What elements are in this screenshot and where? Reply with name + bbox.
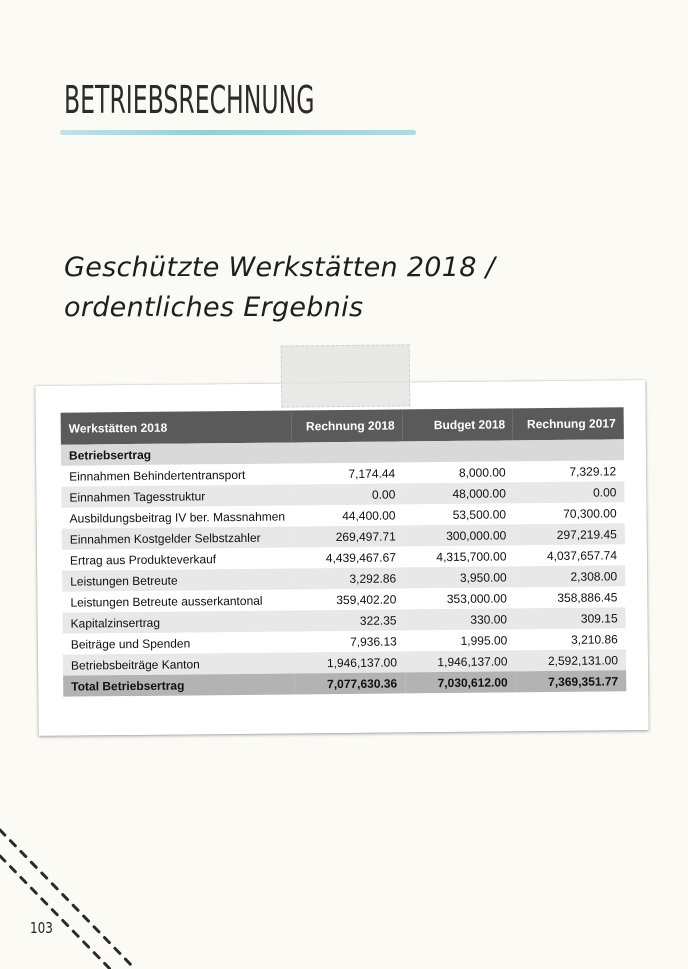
row-label: Einnahmen Tagesstruktur [61,484,293,507]
page-number: 103 [30,919,53,937]
cell-rechnung-2017: 70,300.00 [563,505,617,521]
row-label: Beiträge und Spenden [70,635,191,652]
cell-rechnung-2017: 358,886.45 [557,589,618,605]
cell-rechnung-2017: 7,329.12 [569,463,617,479]
cell-rechnung-2018: 359,402.20 [336,591,397,607]
row-label: Kapitalzinsertrag [63,610,295,633]
cell-rechnung-2017: 0.00 [514,481,625,503]
cell-rechnung-2017: 297,219.45 [514,523,625,545]
total-budget-2018: 7,030,612.00 [405,671,516,693]
cell-budget-2018: 48,000.00 [403,482,514,504]
total-row [63,670,626,696]
total-label: Total Betriebsertrag [63,673,295,696]
column-header: Budget 2018 [403,408,514,441]
row-label: Betriebsbeiträge Kanton [63,652,295,675]
cell-budget-2018: 330.00 [404,608,515,630]
tape-strip [281,344,411,407]
cell-budget-2018: 4,315,700.00 [436,548,507,564]
cell-rechnung-2018: 7,174.44 [348,465,396,481]
cell-budget-2018: 300,000.00 [404,524,515,546]
cell-rechnung-2017: 2,592,131.00 [515,649,626,671]
cell-rechnung-2018: 269,497.71 [293,525,404,547]
row-label: Leistungen Betreute ausserkantonal [70,593,263,610]
table-header-row [61,407,624,444]
cell-rechnung-2017: 3,210.86 [571,631,618,647]
cell-rechnung-2018: 1,946,137.00 [294,651,405,673]
subtitle-line-1: Geschützte Werkstätten 2018 / [64,252,496,283]
cell-rechnung-2018: 322.35 [294,609,405,631]
cell-rechnung-2017: 4,037,657.74 [546,547,618,563]
total-rechnung-2017: 7,369,351.77 [516,670,627,692]
column-header: Werkstätten 2018 [61,410,293,444]
cell-rechnung-2018: 3,292.86 [294,567,405,589]
row-label: Ausbildungsbeitrag IV ber. Massnahmen [69,509,286,526]
header-underline [60,130,416,135]
subtitle-line-2: ordentliches Ergebnis [64,292,364,323]
cell-budget-2018: 353,000.00 [446,590,507,606]
cell-budget-2018: 53,500.00 [452,506,507,522]
row-label: Leistungen Betreute [62,568,294,591]
section-subtitle [64,248,495,328]
cell-rechnung-2018: 4,439,467.67 [325,549,397,565]
financial-table [61,407,627,696]
cell-budget-2018: 1,946,137.00 [405,650,516,672]
cell-budget-2018: 8,000.00 [458,464,506,480]
stitch-decoration [0,820,140,969]
page-header-title: BETRIEBSRECHNUNG [64,78,315,122]
row-label: Einnahmen Kostgelder Selbstzahler [62,526,294,549]
cell-rechnung-2018: 7,936.13 [349,633,397,649]
section-label: Betriebsertrag [61,442,293,465]
column-header: Rechnung 2017 [513,407,624,440]
cell-rechnung-2018: 0.00 [293,483,404,505]
cell-rechnung-2018: 44,400.00 [342,507,396,523]
cell-budget-2018: 1,995.00 [460,632,508,648]
row-label: Einnahmen Behindertentransport [69,467,246,484]
total-rechnung-2018: 7,077,630.36 [295,672,406,694]
cell-rechnung-2017: 309.15 [515,607,626,629]
table-card [35,380,648,736]
row-label: Ertrag aus Produkteverkauf [69,551,217,568]
column-header: Rechnung 2018 [292,409,403,442]
cell-budget-2018: 3,950.00 [404,566,515,588]
cell-rechnung-2017: 2,308.00 [515,565,626,587]
